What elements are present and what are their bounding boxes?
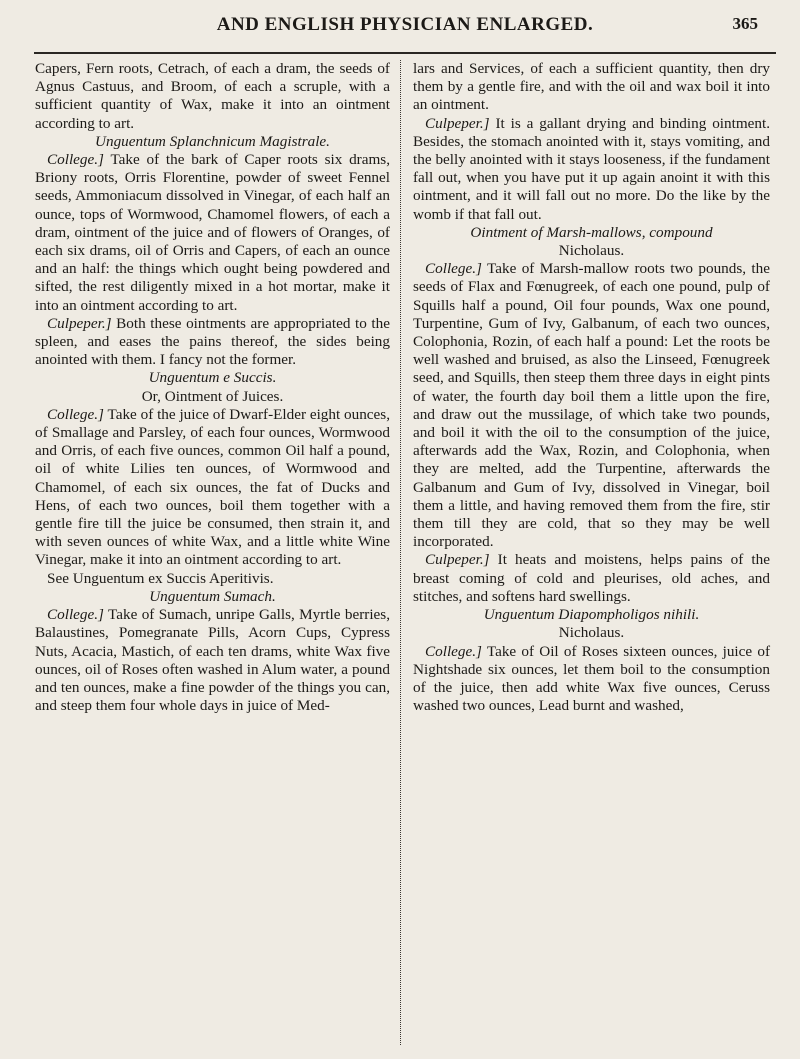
- attribution-label: Culpeper.]: [425, 551, 490, 569]
- right-column: [413, 60, 770, 715]
- paragraph-text: It is a gallant drying and binding ointment. Besides, the stomach anointed with it, stays vomiting, and the belly anointed with it stays looseness, if the fundament fall out, when you have put it up again anoint it with this ointment, and it will fall out no more. Do the like by the womb if that fall out.: [413, 114, 770, 223]
- page-number: 365: [732, 14, 758, 33]
- section-subtitle: Nicholaus.: [558, 242, 625, 260]
- attribution-label: Culpeper.]: [47, 314, 112, 332]
- paragraph-text: Take of the juice of Dwarf-Elder eight ounces, of Smallage and Parsley, of each four ounces, Wormwood and Orris, of each five ounces, common Oil half a pound, oil of white Lilies ten ounces, of Wormwood and Chamomel, of each six ounces, the fat of Ducks and Hens, of each two ounces, boil them together with a gentle fire till the juice be consumed, then strain it, and with seven ounces of white Wax, and a little white Wine Vinegar, make it into an ointment according to art.: [35, 405, 390, 569]
- attribution-label: College.]: [47, 405, 104, 423]
- paragraph: [413, 551, 770, 606]
- section-title: Ointment of Marsh-mallows, compound: [470, 223, 713, 241]
- paragraph: [413, 643, 770, 716]
- left-column: [35, 60, 390, 715]
- paragraph: See Unguentum ex Succis Aperitivis.: [47, 569, 274, 587]
- paragraph: [35, 606, 390, 715]
- paragraph: [35, 406, 390, 570]
- running-head: AND ENGLISH PHYSICIAN ENLARGED.: [216, 14, 594, 35]
- section-subtitle: Or, Ointment of Juices.: [141, 387, 284, 405]
- paragraph: lars and Services, of each a sufficient quantity, then dry them by a gentle fire, and with the oil and wax boil it into an ointment.: [413, 60, 770, 114]
- paragraph-text: Both these ointments are appropriated to the spleen, and eases the pains thereof, the sides being anointed with them. I fancy not the former.: [35, 314, 390, 369]
- section-title: Unguentum Sumach.: [149, 587, 276, 605]
- paragraph: Capers, Fern roots, Cetrach, of each a dram, the seeds of Agnus Castuus, and Broom, of each a scruple, with a sufficient quantity of Wax, make it into an ointment according to art.: [35, 60, 390, 132]
- header-rule: [34, 52, 776, 54]
- paragraph-text: Take of the bark of Caper roots six drams, Briony roots, Orris Florentine, powder of sweet Fennel seeds, Ammoniacum dissolved in Vinegar, of each half an ounce, tops of Wormwood, Chamomel flowers, of each a dram, ointment of the juice and of flowers of Oranges, of each six drams, oil of Orris and Capers, of each an ounce and an half: the things which ought being powdered and sifted, the rest diligently mixed in a hot mortar, make it into an ointment according to art.: [35, 151, 390, 314]
- column-divider: [400, 60, 401, 1045]
- attribution-label: College.]: [425, 642, 482, 660]
- section-title: Unguentum e Succis.: [148, 369, 277, 387]
- paragraph-text: Take of Marsh-mallow roots two pounds, the seeds of Flax and Fœnugreek, of each one pound, pulp of Squills half a pound, Oil four pounds, Wax one pound, Turpentine, Gum of Ivy, Galbanum, of each two ounces, Colophonia, Rozin, of each half a pound: Let the roots be well washed and bruised, as also the Linseed, Fœnugreek seed, and Squills, then steep them three days in eight pints of water, the fourth day boil them a little upon the fire, and draw out the mussilage, of which take two pounds, and boil it with the oil to the consumption of the juice, afterwards add the Wax, Rozin, and Colophonia, when they are melted, add the Turpentine, afterwards the Galbanum and Gum of Ivy, dissolved in Vinegar, boil them a little, and having removed them from the fire, stir them till they are cold, that so they may be well incorporated.: [413, 260, 770, 551]
- attribution-label: College.]: [47, 151, 104, 169]
- paragraph: [35, 315, 390, 370]
- attribution-label: College.]: [47, 606, 104, 624]
- attribution-label: College.]: [425, 260, 482, 278]
- paragraph-text: Take of Sumach, unripe Galls, Myrtle berries, Balaustines, Pomegranate Pills, Acorn Cups, Cypress Nuts, Acacia, Mastich, of each ten drams, white Wax five ounces, oil of Roses often washed in Alum water, a pound and ten ounces, make a fine powder of the things you can, and steep them four whole days in juice of Med-: [35, 606, 390, 715]
- paragraph: [35, 151, 390, 315]
- paragraph: [413, 115, 770, 224]
- paragraph-text: Take of Oil of Roses sixteen ounces, juice of Nightshade six ounces, let them boil to the consumption of the juice, then add white Wax five ounces, Ceruss washed two ounces, Lead burnt and washed,: [413, 642, 770, 715]
- attribution-label: Culpeper.]: [425, 114, 490, 132]
- section-title: Unguentum Splanchnicum Magistrale.: [95, 132, 330, 150]
- page-header: [52, 14, 758, 40]
- section-subtitle: Nicholaus.: [558, 624, 625, 642]
- paragraph: [413, 260, 770, 551]
- paragraph-text: It heats and moistens, helps pains of the breast coming of cold and pleurises, old aches, and stitches, and softens hard swellings.: [413, 551, 770, 605]
- section-title: Unguentum Diapompholigos nihili.: [483, 606, 700, 624]
